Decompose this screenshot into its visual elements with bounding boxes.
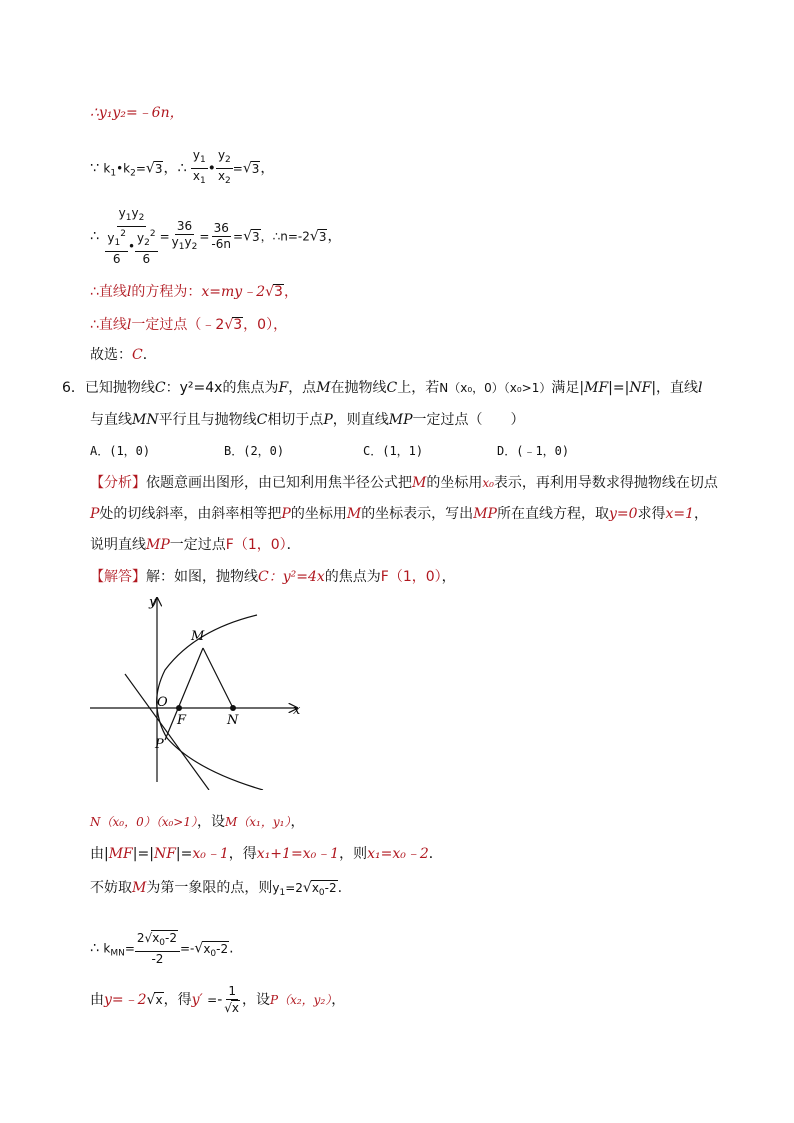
tangent-line (125, 674, 209, 790)
solution-line-4: 不妨取M为第一象限的点，则$y_1=2√x_0-2$. (90, 878, 342, 903)
segment-MN (203, 648, 233, 708)
label-N: N (227, 713, 239, 728)
label-P: P (155, 737, 164, 752)
option-d[interactable]: D．(﹣1，0) (497, 444, 570, 458)
solution-line-3: 由|MF|=|NF|=x₀﹣1，得x₁+1=x₀﹣1，则x₁=x₀﹣2． (90, 846, 443, 862)
question-line-2: 与直线MN平行且与抛物线C相切于点P，则直线MP一定过点（ ） (90, 412, 525, 428)
fraction-derivative: $\frac{1}{√x}$ (224, 984, 240, 1015)
line-y1y2: ∴y₁y₂=﹣6n， (90, 105, 184, 121)
line-equation: ∴直线l的方程为：x=my﹣2√3， (90, 284, 298, 300)
line-fixed-point: ∴直线l一定过点（﹣2√3，0）， (90, 317, 288, 333)
analysis-line-2: P处的切线斜率，由斜率相等把P的坐标用M的坐标表示，写出MP所在直线方程，取y=0求得x=1， (90, 506, 709, 522)
label-M: M (191, 629, 205, 644)
analysis-line-1: 【分析】依题意画出图形，由已知利用焦半径公式把M的坐标用x₀表示，再利用导数求得抛物线在切点 (90, 475, 718, 491)
solution-line-1: 【解答】解：如图，抛物线C：y²=4x的焦点为F（1，0）， (90, 569, 456, 585)
point-F (176, 705, 182, 711)
question-line-1: 6．已知抛物线C：y²=4x的焦点为F，点M在抛物线C上，若N（x₀，0）（x₀>1）满足|MF|=|NF|，直线l (62, 380, 703, 396)
line-answer: 故选：C． (90, 347, 157, 363)
option-c[interactable]: C．(1，1) (363, 444, 424, 458)
fraction-36-6n: $\frac{36}{-6n}$ (211, 221, 231, 251)
label-x: x (293, 703, 301, 718)
fraction-36-y1y2: $\frac{36}{y_1y_2}$ (171, 218, 198, 252)
line-slope-product: ∵ $k_1•k_2=√3$，∴ $\frac{y_1}{x_1}$ • $\frac{y_2}{x_2}$ =√3， (90, 148, 274, 189)
fraction-kmn: $\frac{2√x_0-2}{-2}$ (135, 930, 180, 967)
fraction-y1-x1: $\frac{y_1}{x_1}$ (192, 148, 206, 186)
option-b[interactable]: B．(2，0) (224, 444, 285, 458)
label-y: y (149, 595, 157, 610)
point-N (230, 705, 236, 711)
line-n-value: ∴ $y_1y_2$ $\frac{y_1^2}{6}$ • $\frac{y_2^2}{6}$ = $\frac{36}{y_1y_2}$ = $\frac{36}{-6n}$ =√3，∴n=-2√3， (90, 206, 342, 266)
parabola-curve (157, 615, 263, 790)
label-O: O (157, 695, 168, 710)
option-a[interactable]: A．(1，0) (90, 444, 151, 458)
parabola-figure (85, 590, 305, 790)
label-F: F (177, 713, 187, 728)
analysis-line-3: 说明直线MP一定过点F（1，0）． (90, 537, 301, 553)
solution-line-5: ∴ $k_{MN}=$ $\frac{2√x_0-2}{-2}$ $=-√x_0-2$. (90, 931, 234, 966)
fraction-big: $y_1y_2$ $\frac{y_1^2}{6}$ • $\frac{y_2^2}{6}$ (107, 206, 156, 266)
solution-line-2: N（x₀，0）（x₀>1），设M（x₁，y₁）， (90, 814, 305, 830)
solution-line-6: 由y=﹣2√x，得y′ =- $\frac{1}{√x}$ ，设P（x₂，y₂）， (90, 984, 346, 1015)
fraction-y2-x2: $\frac{y_2}{x_2}$ (217, 148, 231, 186)
